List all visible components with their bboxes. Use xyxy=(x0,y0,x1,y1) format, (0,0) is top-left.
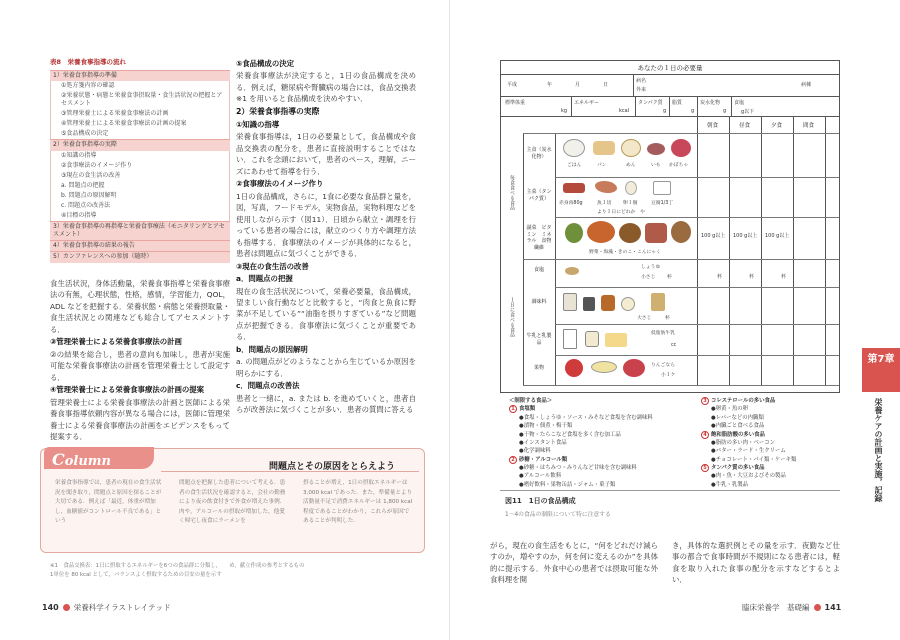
divider xyxy=(825,117,826,385)
legend-group xyxy=(701,464,837,489)
noodle-icon xyxy=(621,139,641,157)
right-column-2 xyxy=(672,540,840,587)
flow-step: 1）栄養食事指導の準備 xyxy=(50,70,230,81)
row-line xyxy=(523,259,839,260)
column-initial: C xyxy=(52,450,65,469)
circled-number-icon: 4 xyxy=(701,431,709,439)
heading: ③現在の食生活の改善 xyxy=(236,261,309,271)
paragraph: き，具体的な選択例とその量を示す．夜勤など仕事の都合で食事時間が不規則になる患者には，軽食を取り入れた食事の配分を示すなどするとよい． xyxy=(672,541,840,585)
divider xyxy=(697,97,698,117)
legend-item: ●食塩・しょうゆ・ソース・みそなど食塩を含む調味料 xyxy=(519,414,653,421)
flow-substep: ②栄養状態・病態と栄養食事摂取量・食生活状況の把握とアセスメント xyxy=(50,91,230,109)
carrot-icon xyxy=(587,221,615,243)
flow-step: 4）栄養食事指導の結果の報告 xyxy=(50,240,230,251)
divider xyxy=(731,97,732,117)
meat-icon xyxy=(563,183,585,193)
heading: ⑤食品構成の決定 xyxy=(236,59,294,68)
bread-icon xyxy=(593,141,615,155)
bullet-icon xyxy=(63,604,70,611)
right-column-1 xyxy=(490,540,658,587)
legend-item: ●砂糖・はちみつ・みりんなど甘味を含む調味料 xyxy=(519,465,637,471)
restriction-legend-left xyxy=(509,397,669,489)
flow-steps xyxy=(50,70,230,263)
outpatient-label: 外来 xyxy=(636,87,647,93)
food-grid xyxy=(501,117,839,393)
figure-note: 1〜4の食品の制限について特に注意する xyxy=(505,512,611,518)
legend-title: ＜制限する食品＞ xyxy=(509,398,553,404)
legend-item: ●漬物・佃煮・梅干類 xyxy=(519,423,573,430)
jar-icon xyxy=(621,297,635,311)
legend-heading-text: 食塩類 xyxy=(519,406,536,413)
legend-item: ●インスタント食品 xyxy=(519,439,567,446)
year-unit: 年 xyxy=(547,82,553,88)
row-label-side: 副菜 ビタミン ミネラル 食物繊維 xyxy=(526,225,552,251)
divider xyxy=(669,97,670,117)
bullet-icon xyxy=(814,604,821,611)
meal-header: 間食 xyxy=(803,123,815,129)
cup-amount: 杯 xyxy=(749,274,755,280)
flow-step: 2）栄養食事指導の実際 xyxy=(50,139,230,150)
circled-number-icon: 3 xyxy=(701,397,709,405)
food-note: より１日にどれか や xyxy=(597,210,645,215)
carb-label: 炭水化物 xyxy=(700,100,721,106)
cheese-icon xyxy=(605,333,627,347)
cup-amount: 杯 xyxy=(717,274,723,280)
column-text-3: 摂ることが増え，1日の摂取エネルギーは 3,000 kcal であった．また，準備量とより活動量不足で消費エネルギーは 1,800 kcal 程度であることがわかり，これらが原因であることが判明した． xyxy=(303,480,413,524)
g-unit: g xyxy=(691,108,695,114)
row-label-staple: 主食（炭水化物） xyxy=(526,147,552,160)
heading: ③管理栄養士による栄養食事療法の計画 xyxy=(50,337,182,347)
paragraph: 食生活状況，身体活動量，栄養食事指導と栄養食事療法の有無，心理状態，性格，感情，学習能力，QOL，ADL などを把握する．栄養状態・病態と栄養摂取量・食生活状況との関連なども総合してアセスメントする． xyxy=(50,279,230,334)
g-unit: g xyxy=(663,108,667,114)
column-header xyxy=(44,447,154,469)
flow-substep: c. 問題点の改善法 xyxy=(50,201,230,211)
food-label: 杯 xyxy=(665,316,670,321)
heading: a．問題点の把握 xyxy=(236,274,293,284)
meal-header: 昼食 xyxy=(739,123,751,129)
legend-group-heading xyxy=(701,464,837,472)
book-title: 臨床栄養学 基礎編 xyxy=(742,603,810,612)
divider xyxy=(697,117,698,385)
page-number: 141 xyxy=(824,603,842,612)
meal-header: 朝食 xyxy=(707,123,719,129)
amount-breakfast: 100 g以上 xyxy=(701,233,726,239)
food-label: パン xyxy=(597,163,607,168)
figure-header: あなたの１日の必要量 xyxy=(501,61,839,75)
disease-label: 病名 xyxy=(636,78,647,84)
amount-lunch: 100 g以上 xyxy=(733,233,758,239)
legend-item: ●内臓ごと食べる食品 xyxy=(711,423,765,430)
caption-rule xyxy=(500,490,840,491)
section-label-daily: １日に食べる食品 xyxy=(509,297,515,337)
bottle-icon xyxy=(563,293,577,311)
rice-icon xyxy=(563,139,585,157)
cup-amount: 杯 xyxy=(781,274,787,280)
flow-substep: ③管理栄養士による栄養食事療法の計画 xyxy=(50,109,230,119)
flow-substep: ④管理栄養士による栄養食事療法の計画の提案 xyxy=(50,119,230,129)
potato-icon xyxy=(647,143,665,155)
konnyaku-icon xyxy=(645,223,667,243)
page-number: 140 xyxy=(42,603,59,612)
figure-requirement-row xyxy=(501,97,839,117)
legend-heading-text: タンパク質の多い食品 xyxy=(711,465,765,471)
row-line xyxy=(523,385,839,386)
legend-group xyxy=(701,431,837,465)
row-line xyxy=(555,177,839,178)
food-label: りんごなら xyxy=(651,363,675,368)
legend-heading-text: 砂糖・アルコール類 xyxy=(519,456,568,463)
year-label: 平成 xyxy=(507,82,518,88)
legend-heading-text: 飽和脂肪酸の多い食品 xyxy=(711,431,765,438)
legend-item: ●干物・たらこなど食塩を多く含む加工品 xyxy=(519,431,621,438)
legend-item: ●レバーなどの内臓類 xyxy=(711,414,764,421)
legend-group-heading xyxy=(701,431,837,439)
paragraph: 現在の食生活状況について，栄養必要量，食品構成，望ましい食行動などと比較すると，“肉食と魚食に野菜が不足している”“油脂を摂りすぎている”など問題点が把握できる．食事療法に気づくことが重要である． xyxy=(236,286,416,342)
row-line xyxy=(523,133,839,134)
chapter-tab: 第7章 xyxy=(862,348,900,392)
column-text-1: 栄養食事指導では，患者の現在の食生活状況を聞き取り，問題点と原因を探ることが大切である．例えば「最近，体重が増加し，血糖値がコントロール不良である」という xyxy=(55,480,162,524)
flow-substep: ③現在の食生活の改善 xyxy=(50,171,230,181)
legend-groups xyxy=(509,405,669,489)
flow-substep: ①知識の指導 xyxy=(50,151,230,161)
row-label-seasoning: 調味料 xyxy=(531,299,547,305)
heading: ④管理栄養士による栄養食事療法の計画の提案 xyxy=(50,385,205,395)
heading: ②食事療法のイメージ作り xyxy=(236,179,324,189)
legend-item: ●バター・ラード・生クリーム xyxy=(711,448,786,455)
flow-table xyxy=(50,58,230,263)
legend-group-heading xyxy=(701,397,837,405)
fish-icon xyxy=(595,181,617,193)
seaweed-icon xyxy=(671,221,691,243)
flow-substep: ①処方箋内容の確認 xyxy=(50,81,230,91)
flow-step: 5）カンファレンスへの参加（随時） xyxy=(50,251,230,262)
divider xyxy=(793,117,794,385)
row-label-main: 主菜（タンパク質） xyxy=(526,189,552,202)
food-label: しょうゆ xyxy=(641,265,661,270)
divider xyxy=(633,75,634,97)
paragraph: 管理栄養士による栄養食事療法の計画と医師による栄養食事指導依頼内容が異なる場合には，医師に管理栄養士による栄養食事療法の計画をエビデンスをもって提案する． xyxy=(50,397,230,442)
footnote-line: 1単位を 80 kcal として，バランスよく摂取するための目安の量を示す xyxy=(50,572,222,579)
legend-group-heading xyxy=(509,456,669,464)
food-label: かぼちゃ xyxy=(669,163,689,168)
g-below-unit: g以下 xyxy=(741,109,755,115)
pumpkin-icon xyxy=(671,139,691,157)
circled-number-icon: 1 xyxy=(509,405,517,413)
amount-dinner: 100 g以上 xyxy=(765,233,790,239)
food-label: 低脂肪牛乳 xyxy=(651,331,675,336)
spoon-icon xyxy=(565,267,579,275)
paragraph: ②の結果を総合し，患者の意向も加味し，患者が実施可能な栄養食事療法の計画を管理栄養士として設定する． xyxy=(50,349,230,382)
salt-label: 食塩 xyxy=(734,100,745,106)
food-label: 豆腐1/3丁 xyxy=(651,201,674,206)
paragraph: 栄養食事指導は，1日の必要量として，食品構成や食品交換表の配分を，患者に直接説明することではない．これを念頭において，患者のペース，理解，ニーズにあわせて指導を行う． xyxy=(236,132,416,176)
milk-carton-icon xyxy=(563,329,577,349)
paragraph: がら，現在の食生活をもとに，“何をどれだけ減らすのか，増やすのか，何を何に変えるのか”を具体的に提示する．外食中心の患者では摂取可能な外食料理を開 xyxy=(490,541,658,585)
food-label: 赤身肉80g xyxy=(559,201,583,206)
mushroom-icon xyxy=(619,223,641,243)
heading: c．問題点の改善法 xyxy=(236,381,300,391)
legend-item: ●チョコレート・パイ類・ケーキ類 xyxy=(711,456,797,463)
std-weight-label: 標準体重 xyxy=(505,100,526,106)
paragraph: a. の問題点がどのようなことから生じているか原因を明らかにする． xyxy=(236,357,416,378)
kg-unit: kg xyxy=(561,108,568,114)
flow-step: 3）栄養食事指導の再指導と栄養食事療法（モニタリングとアセスメント） xyxy=(50,221,230,240)
page-footer-right xyxy=(742,602,841,613)
food-label: 野菜・海藻・きのこ・こんにゃく xyxy=(589,250,661,255)
paragraph: 栄養食事療法が決定すると，1日の食品構成を決める．例えば，糖尿病や腎臓病の場合には，食品交換表 ※1 を用いると食品構成を決めやすい． xyxy=(236,71,416,104)
left-column xyxy=(50,278,230,444)
food-label: めん xyxy=(626,163,636,168)
legend-item: ●肉・魚・大豆およびその製品 xyxy=(711,473,786,480)
kcal-unit: kcal xyxy=(619,108,630,114)
flow-substep: ②食事療法のイメージ作り xyxy=(50,161,230,171)
legend-group xyxy=(701,397,837,431)
flow-substep: a. 問題点の把握 xyxy=(50,181,230,191)
page-footer-left xyxy=(42,602,171,613)
section-label-meal: 毎食食べる食品 xyxy=(509,175,515,210)
divider xyxy=(635,97,636,117)
footnote xyxy=(50,562,430,580)
vegetable-icon xyxy=(565,223,583,243)
figure-date-row xyxy=(501,75,839,97)
middle-column xyxy=(236,58,416,417)
row-line xyxy=(555,324,839,325)
fat-label: 脂質 xyxy=(672,100,683,106)
sauce-icon xyxy=(583,297,595,311)
soy-bottle-icon xyxy=(601,295,615,311)
column-text-2: 問題点を把握した患者について考える．患者の食生活状況を確認すると，会社の勤務により夜の飲食付きで外食が増えた事例．肉や，アルコールの摂取が増加した，他愛く帰宅し夜食にラーメンを xyxy=(179,480,286,524)
flow-substep: ④目標の指導 xyxy=(50,211,230,221)
legend-item: ●牛乳・乳製品 xyxy=(711,481,749,488)
row-label-dairy: 牛乳と乳製品 xyxy=(526,333,552,346)
legend-heading-text: コレステロールの多い食品 xyxy=(711,398,776,404)
food-label: 杯 xyxy=(667,275,672,280)
food-label: cc xyxy=(671,343,677,348)
meal-header: 夕食 xyxy=(771,123,783,129)
paragraph: 1日の食品構成，さらに，1食に必要な食品群と量を，図，写真，フードモデル，実物食品，実物料理などを使用しながら示す（図11）．日頃から献立・調理を行っている患者の場合には，献立のつくり方や調理方法も指導する．食事療法のイメージが具体的になると，患者は問題点に気づくことができる． xyxy=(236,191,416,259)
food-label: 小さじ xyxy=(641,275,656,280)
figure-caption: 図11 1日の食品構成 xyxy=(505,497,576,505)
food-label: 卵１個 xyxy=(623,201,638,206)
column-word: olumn xyxy=(64,454,112,469)
row-line xyxy=(555,287,839,288)
circled-number-icon: 2 xyxy=(509,456,517,464)
row-label-salt: 食塩 xyxy=(533,267,544,273)
flow-table-title: 表8 栄養食事指導の流れ xyxy=(50,58,127,66)
legend-item: ●卵黄・魚の卵 xyxy=(711,406,749,413)
legend-group-heading xyxy=(509,405,669,413)
row-line xyxy=(555,217,839,218)
legend-groups xyxy=(701,397,837,489)
book-title: 栄養科学イラストレイテッド xyxy=(73,603,171,612)
month-unit: 月 xyxy=(575,82,581,88)
paragraph: 患者と一緒に，a. または b. を進めていくと，患者自らが改善法に気づくことが多い．患者の質問に答える xyxy=(236,393,416,415)
column-box xyxy=(40,448,425,553)
chapter-title: 栄養ケアの計画と実施，記録 xyxy=(874,398,883,502)
strawberry-icon xyxy=(623,359,645,377)
tofu-icon xyxy=(653,181,671,195)
yogurt-icon xyxy=(585,331,599,347)
protein-label: タンパク質 xyxy=(638,100,663,106)
legend-item: ●嗜好飲料・果物缶詰・ジャム・菓子類 xyxy=(519,481,616,488)
g-unit: g xyxy=(723,108,727,114)
day-unit: 日 xyxy=(603,82,609,88)
heading: 2）栄養食事指導の実際 xyxy=(236,106,320,116)
heading: ①知識の指導 xyxy=(236,119,280,129)
banana-icon xyxy=(591,361,617,373)
footnote-line: ※1 食品交換表：1日に摂取するエネルギーを6つの食品群に分類し， め，献立作成の参考とするもの xyxy=(50,563,305,569)
ward-label: 病棟 xyxy=(801,82,812,88)
energy-label: エネルギー xyxy=(574,100,600,106)
oil-bottle-icon xyxy=(651,293,665,311)
circled-number-icon: 5 xyxy=(701,464,709,472)
flow-substep: ⑤食品構成の決定 xyxy=(50,129,230,139)
heading: b．問題点の原因解明 xyxy=(236,344,308,354)
food-label: いも xyxy=(651,163,661,168)
divider xyxy=(729,117,730,385)
food-label: 小１ケ xyxy=(661,373,676,378)
divider xyxy=(761,117,762,385)
food-composition-figure xyxy=(500,60,840,488)
legend-item: ●化学調味料 xyxy=(519,448,551,455)
restriction-legend-right xyxy=(701,397,837,489)
food-label: ごはん xyxy=(567,163,582,168)
apple-icon xyxy=(565,359,583,377)
legend-group xyxy=(509,456,669,490)
food-label: 魚１切 xyxy=(597,201,612,206)
food-label: 大さじ xyxy=(637,316,652,321)
flow-substep: b. 問題点の原因解明 xyxy=(50,191,230,201)
legend-item: ●アルコール飲料 xyxy=(519,473,562,480)
legend-item: ●脂肪の多い肉・ベーコン xyxy=(711,439,776,446)
row-line xyxy=(555,355,839,356)
divider xyxy=(571,97,572,117)
egg-icon xyxy=(625,181,637,195)
legend-group xyxy=(509,405,669,455)
column-title: 問題点とその原因をとらえよう xyxy=(269,462,396,472)
row-label-fruit: 果物 xyxy=(533,365,544,371)
